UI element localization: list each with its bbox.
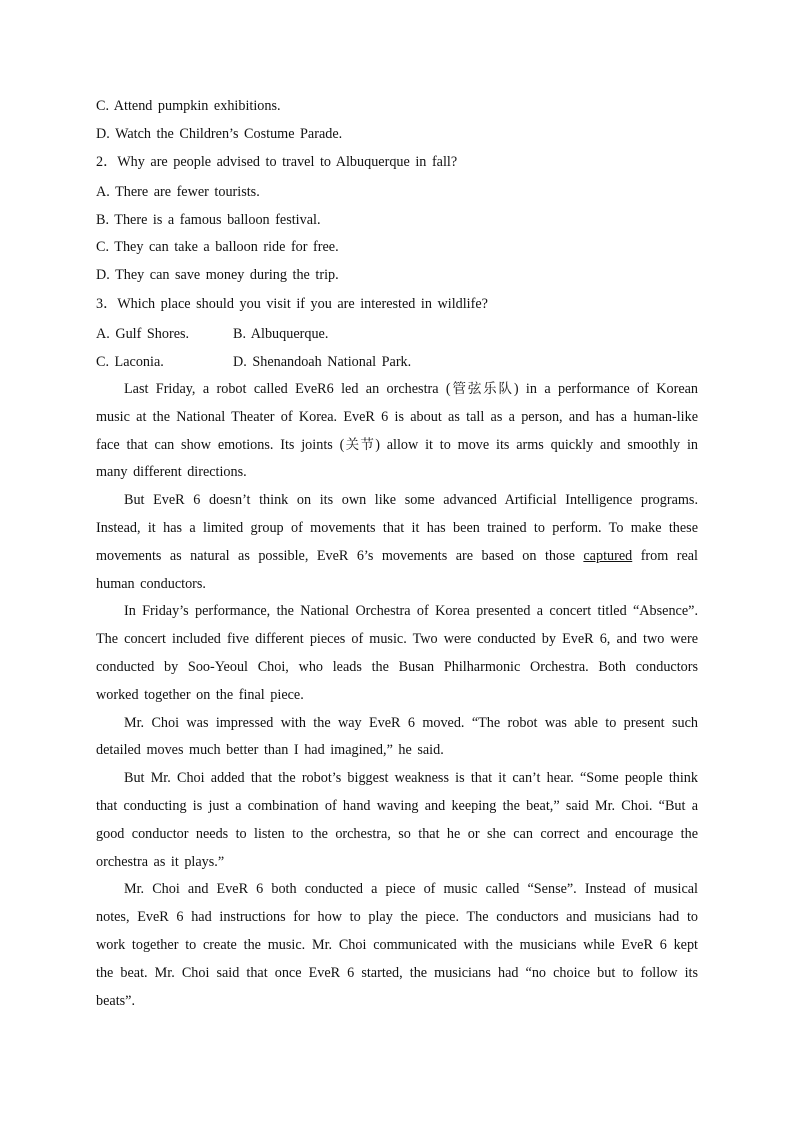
passage-paragraph-5: But Mr. Choi added that the robot’s biggest weakness is that it can’t hear. “Some people think that conducting is just a combination of hand waving and keeping the beat,” said Mr. Choi. “But a good conductor needs to listen to the orchestra, so that he or she can correct and encourage the orchestra as it plays.” xyxy=(96,770,698,870)
q3-options-row-2 xyxy=(96,353,698,371)
q3-options-row-1 xyxy=(96,325,698,343)
q1-option-c: C. Attend pumpkin exhibitions. xyxy=(96,98,281,114)
passage-paragraph-4: Mr. Choi was impressed with the way EveR 6 moved. “The robot was able to present such detailed moves much better than I had imagined,” he said. xyxy=(96,714,698,759)
passage-paragraph-6: Mr. Choi and EveR 6 both conducted a piece of music called “Sense”. Instead of musical notes, EveR 6 had instructions for how to play the piece. The conductors and musicians had to work together to create the music. Mr. Choi communicated with the musicians while EveR 6 kept the beat. Mr. Choi said that once EveR 6 started, the musicians had “no choice but to follow its beats”. xyxy=(96,881,698,1009)
p1-text-end: ) allow it to move its arms quickly and smoothly in many different directions. xyxy=(96,436,699,481)
q3-option-d: D. Shenandoah National Park. xyxy=(233,354,412,370)
p1-chinese-gloss-joints: 关节 xyxy=(344,436,376,453)
p1-text-start: Last Friday, a robot called EveR6 led an orchestra ( xyxy=(124,381,451,397)
passage-paragraph-3: In Friday’s performance, the National Orchestra of Korea presented a concert titled “Absence”. The concert included five different pieces of music. Two were conducted by EveR 6, and two were conducted by Soo-Yeoul Choi, who leads the Busan Philharmonic Orchestra. Both conductors worked together on the final piece. xyxy=(96,603,698,703)
passage-paragraph-2 xyxy=(96,487,698,598)
q2-option-a: A. There are fewer tourists. xyxy=(96,184,260,200)
q2-option-d: D. They can save money during the trip. xyxy=(96,267,339,283)
q2-stem: 2．Why are people advised to travel to Albuquerque in fall? xyxy=(96,154,458,170)
q2-option-b: B. There is a famous balloon festival. xyxy=(96,212,321,228)
q3-stem: 3．Which place should you visit if you are interested in wildlife? xyxy=(96,296,488,312)
q3-option-c: C. Laconia. xyxy=(96,354,164,370)
q1-option-d: D. Watch the Children’s Costume Parade. xyxy=(96,126,343,142)
passage-paragraph-1 xyxy=(96,376,698,487)
q2-option-c: C. They can take a balloon ride for free. xyxy=(96,239,339,255)
p1-chinese-gloss-orchestra: 管弦乐队 xyxy=(450,381,514,397)
underlined-word-captured: captured xyxy=(583,547,633,564)
p1-text-middle: ) in a performance of Korean music at the National Theater of Korea. EveR 6 is about as tall as a person, and has a human-like face that can show emotions. Its joints ( xyxy=(96,381,699,453)
reading-passage xyxy=(96,376,698,1015)
q3-option-b: B. Albuquerque. xyxy=(233,326,329,342)
p2-text-start: But EveR 6 doesn’t think on its own like some advanced Artificial Intelligence programs. Instead, it has a limited group of movements that it has been trained to perform. To make these movements as natural as possible, EveR 6’s movements are based on those xyxy=(96,492,698,564)
p2-text-end: from real human conductors. xyxy=(96,547,698,592)
q3-option-a: A. Gulf Shores. xyxy=(96,326,190,342)
